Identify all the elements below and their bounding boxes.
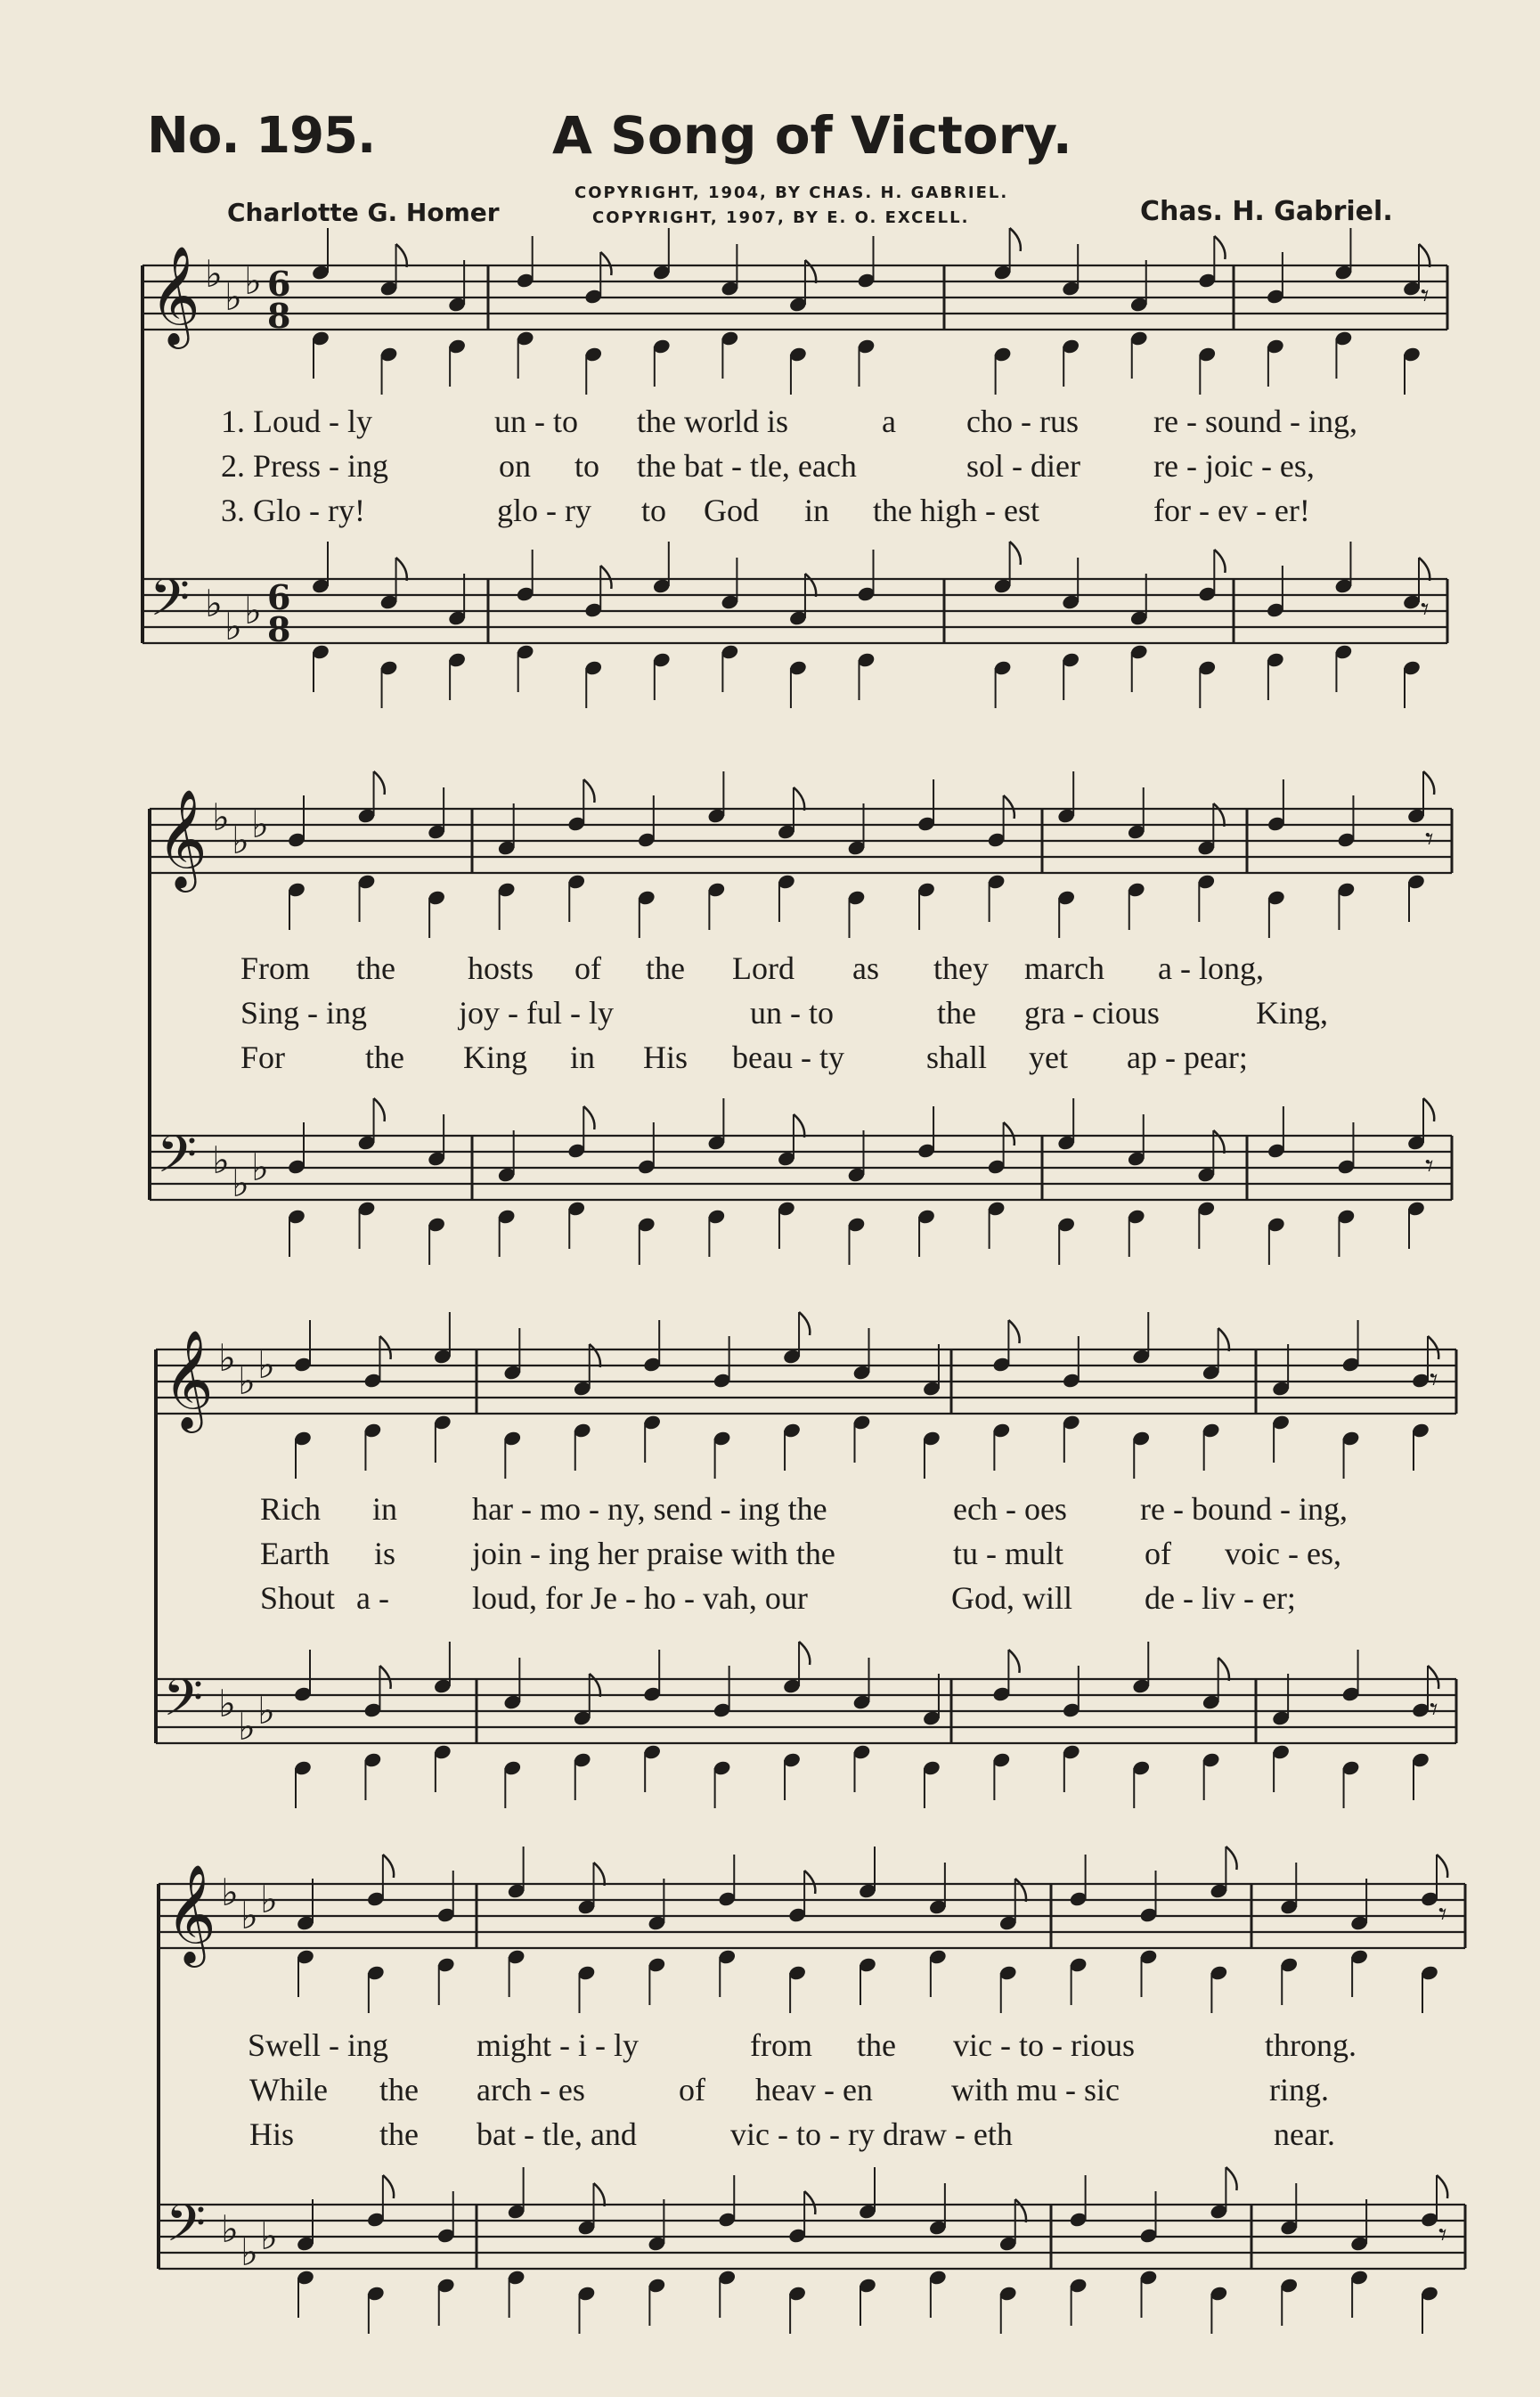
time-signature-bottom: 8 <box>267 609 291 649</box>
note-flag <box>1218 1328 1229 1351</box>
lyric-syllables: 3. Glo - ry! <box>221 493 365 528</box>
treble-clef-icon: 𝄞 <box>163 1329 214 1429</box>
lyric-syllables: ap - pear; <box>1127 1040 1248 1075</box>
lyric-syllables: to <box>641 493 667 528</box>
flat-icon: ♭ <box>224 605 242 648</box>
note-flag <box>594 2183 605 2206</box>
lyric-syllables: a <box>882 404 896 439</box>
note-flag <box>1419 558 1430 581</box>
lyric-syllables: the bat - tle, each <box>637 448 857 484</box>
flat-icon: ♭ <box>260 2214 278 2258</box>
lyric-syllables: the <box>356 950 395 986</box>
composer-credit: Chas. H. Gabriel. <box>1140 196 1393 227</box>
note-flag <box>396 244 407 267</box>
note-flag <box>1437 1855 1447 1878</box>
note-flag <box>805 574 816 597</box>
lyric-syllables: ech - oes <box>953 1491 1067 1527</box>
note-flag <box>383 1855 394 1878</box>
flat-icon: ♭ <box>240 1894 258 1937</box>
note-flag <box>383 2175 394 2198</box>
lyric-syllables: of <box>679 2072 705 2108</box>
lyric-syllables: re - bound - ing, <box>1140 1491 1348 1527</box>
note-flag <box>1010 542 1021 565</box>
note-flag <box>1226 2167 1236 2190</box>
note-flag <box>1428 1336 1438 1359</box>
note-flag <box>1423 771 1434 795</box>
lyric-syllables: in <box>570 1040 596 1075</box>
lyric-syllables: of <box>1145 1536 1171 1571</box>
lyric-syllables: yet <box>1029 1040 1068 1075</box>
lyric-syllables: re - joic - es, <box>1153 448 1315 484</box>
lyric-syllables: His <box>643 1040 689 1075</box>
treble-clef-icon: 𝄞 <box>157 788 208 888</box>
eighth-rest-icon: 𝄾 <box>1425 1148 1434 1185</box>
lyric-syllables: King, <box>1256 995 1328 1031</box>
flat-icon: ♭ <box>257 1689 275 1733</box>
eighth-rest-icon: 𝄾 <box>1421 591 1430 628</box>
eighth-rest-icon: 𝄾 <box>1430 1692 1438 1728</box>
flat-icon: ♭ <box>205 582 223 625</box>
lyric-syllables: gra - cious <box>1024 995 1160 1031</box>
lyric-syllables: God, will <box>951 1580 1073 1616</box>
note-flag <box>1214 236 1225 259</box>
lyric-syllables: of <box>574 950 601 986</box>
note-flag <box>1015 2199 1026 2222</box>
lyric-syllables: from <box>750 2027 812 2063</box>
lyric-syllables: sol - dier <box>966 448 1080 484</box>
flat-icon: ♭ <box>224 275 242 319</box>
note-flag <box>600 252 611 275</box>
note-flag <box>594 1863 605 1886</box>
lyric-syllables: the high - est <box>873 493 1039 528</box>
lyric-syllables: God <box>704 493 759 528</box>
lyric-syllables: near. <box>1274 2116 1335 2152</box>
lyric-syllables: a - long, <box>1158 950 1264 986</box>
flat-icon: ♭ <box>260 1878 278 1921</box>
note-flag <box>804 1871 815 1894</box>
lyric-syllables: throng. <box>1265 2027 1357 2063</box>
note-flag <box>1015 1879 1026 1902</box>
lyric-syllables: bat - tle, and <box>477 2116 637 2152</box>
note-flag <box>794 787 804 811</box>
note-flag <box>1419 244 1430 267</box>
lyric-syllables: in <box>804 493 830 528</box>
lyric-syllables: 2. Press - ing <box>221 448 388 484</box>
flat-icon: ♭ <box>244 589 262 632</box>
lyric-syllables: join - ing her praise with the <box>472 1536 835 1571</box>
eighth-rest-icon: 𝄾 <box>1421 278 1430 314</box>
flat-icon: ♭ <box>218 1682 236 1725</box>
note-flag <box>590 1344 600 1367</box>
flat-icon: ♭ <box>238 1359 256 1403</box>
lyric-syllables: For <box>240 1040 286 1075</box>
lyric-syllables: the <box>857 2027 896 2063</box>
copyright-line-1: COPYRIGHT, 1904, BY CHAS. H. GABRIEL. <box>574 183 1009 202</box>
flat-icon: ♭ <box>238 1705 256 1749</box>
eighth-rest-icon: 𝄾 <box>1425 821 1434 858</box>
note-flag <box>1214 550 1225 573</box>
bass-clef-icon: 𝄢 <box>163 1667 204 1741</box>
lyric-syllables: on <box>499 448 531 484</box>
eighth-rest-icon: 𝄾 <box>1438 2217 1447 2254</box>
flat-icon: ♭ <box>244 259 262 303</box>
lyric-syllables: is <box>374 1536 396 1571</box>
lyric-syllables: King <box>463 1040 527 1075</box>
lyric-syllables: Lord <box>732 950 794 986</box>
flat-icon: ♭ <box>221 1871 239 1914</box>
lyric-syllables: the <box>365 1040 404 1075</box>
note-flag <box>583 1106 594 1129</box>
lyric-syllables: arch - es <box>477 2072 585 2108</box>
flat-icon: ♭ <box>251 803 269 846</box>
lyric-syllables: the <box>646 950 685 986</box>
note-flag <box>379 1336 390 1359</box>
lyric-syllables: While <box>249 2072 328 2108</box>
lyric-syllables: glo - ry <box>497 493 591 528</box>
time-signature-bottom: 8 <box>267 296 291 336</box>
hymn-number: No. 195. <box>147 107 376 165</box>
note-flag <box>374 771 385 795</box>
note-flag <box>1010 228 1021 251</box>
lyric-syllables: heav - en <box>755 2072 873 2108</box>
lyric-syllables: might - i - ly <box>477 2027 639 2063</box>
lyric-syllables: voic - es, <box>1225 1536 1341 1571</box>
lyric-syllables: loud, for Je - ho - vah, our <box>472 1580 808 1616</box>
lyric-syllables: Rich <box>260 1491 321 1527</box>
treble-clef-icon: 𝄞 <box>166 1863 216 1963</box>
flat-icon: ♭ <box>240 2230 258 2274</box>
flat-icon: ♭ <box>221 2207 239 2251</box>
note-flag <box>805 260 816 283</box>
copyright-line-2: COPYRIGHT, 1907, BY E. O. EXCELL. <box>592 208 970 227</box>
lyric-syllables: tu - mult <box>953 1536 1063 1571</box>
lyric-syllables: un - to <box>494 404 578 439</box>
note-flag <box>379 1666 390 1689</box>
eighth-rest-icon: 𝄾 <box>1438 1896 1447 1933</box>
note-flag <box>1437 2175 1447 2198</box>
flat-icon: ♭ <box>232 819 249 862</box>
lyric-syllables: the <box>379 2116 419 2152</box>
lyric-syllables: the world is <box>637 404 788 439</box>
lyric-syllables: beau - ty <box>732 1040 844 1075</box>
lyric-syllables: with mu - sic <box>951 2072 1120 2108</box>
lyric-syllables: Shout <box>260 1580 336 1616</box>
lyric-syllables: shall <box>926 1040 987 1075</box>
note-flag <box>1008 1320 1019 1343</box>
lyric-syllables: Swell - ing <box>248 2027 388 2063</box>
lyric-syllables: Earth <box>260 1536 330 1571</box>
lyric-syllables: un - to <box>750 995 834 1031</box>
lyric-syllables: 1. Loud - ly <box>221 404 372 439</box>
note-flag <box>1226 1847 1236 1870</box>
lyric-syllables: in <box>372 1491 398 1527</box>
lyric-syllables: har - mo - ny, send - ing the <box>472 1491 827 1527</box>
note-flag <box>1004 1122 1014 1146</box>
lyric-syllables: vic - to - rious <box>953 2027 1135 2063</box>
flat-icon: ♭ <box>212 795 230 839</box>
note-flag <box>374 1098 385 1121</box>
lyric-syllables: the <box>937 995 976 1031</box>
note-flag <box>1428 1666 1438 1689</box>
flat-icon: ♭ <box>218 1336 236 1380</box>
note-flag <box>794 1114 804 1137</box>
lyricist-credit: Charlotte G. Homer <box>227 198 500 227</box>
note-flag <box>600 566 611 589</box>
time-signature-top: 6 <box>267 264 291 304</box>
note-flag <box>804 2191 815 2214</box>
flat-icon: ♭ <box>212 1138 230 1182</box>
lyric-syllables: ring. <box>1269 2072 1329 2108</box>
lyric-syllables: Sing - ing <box>240 995 368 1031</box>
bass-clef-icon: 𝄢 <box>157 1124 198 1197</box>
hymn-title: A Song of Victory. <box>552 105 1072 166</box>
flat-icon: ♭ <box>257 1343 275 1387</box>
flat-icon: ♭ <box>232 1162 249 1205</box>
time-signature-top: 6 <box>267 577 291 617</box>
treble-clef-icon: 𝄞 <box>150 245 200 345</box>
eighth-rest-icon: 𝄾 <box>1430 1362 1438 1398</box>
note-flag <box>1218 1658 1229 1681</box>
lyric-syllables: as <box>852 950 879 986</box>
note-flag <box>799 1642 810 1665</box>
note-flag <box>1213 803 1224 827</box>
lyric-syllables: From <box>240 950 311 986</box>
lyric-syllables: to <box>574 448 600 484</box>
lyric-syllables: hosts <box>468 950 534 986</box>
note-flag <box>1004 795 1014 819</box>
lyric-syllables: vic - to - ry draw - eth <box>730 2116 1013 2152</box>
lyric-syllables: the <box>379 2072 419 2108</box>
bass-clef-icon: 𝄢 <box>150 567 191 640</box>
lyric-syllables: re - sound - ing, <box>1153 404 1357 439</box>
note-flag <box>1423 1098 1434 1121</box>
note-flag <box>590 1674 600 1697</box>
lyric-syllables: for - ev - er! <box>1153 493 1310 528</box>
flat-icon: ♭ <box>205 252 223 296</box>
note-flag <box>583 779 594 803</box>
bass-clef-icon: 𝄢 <box>166 2193 207 2266</box>
lyric-syllables: they <box>933 950 989 986</box>
lyric-syllables: joy - ful - ly <box>459 995 614 1031</box>
lyric-syllables: His <box>249 2116 295 2152</box>
note-flag <box>799 1312 810 1335</box>
lyric-syllables: march <box>1024 950 1104 986</box>
note-flag <box>1213 1130 1224 1154</box>
note-flag <box>1008 1650 1019 1673</box>
lyric-syllables: cho - rus <box>966 404 1079 439</box>
lyric-syllables: a - <box>356 1580 389 1616</box>
lyric-syllables: de - liv - er; <box>1145 1580 1296 1616</box>
flat-icon: ♭ <box>251 1146 269 1189</box>
note-flag <box>396 558 407 581</box>
